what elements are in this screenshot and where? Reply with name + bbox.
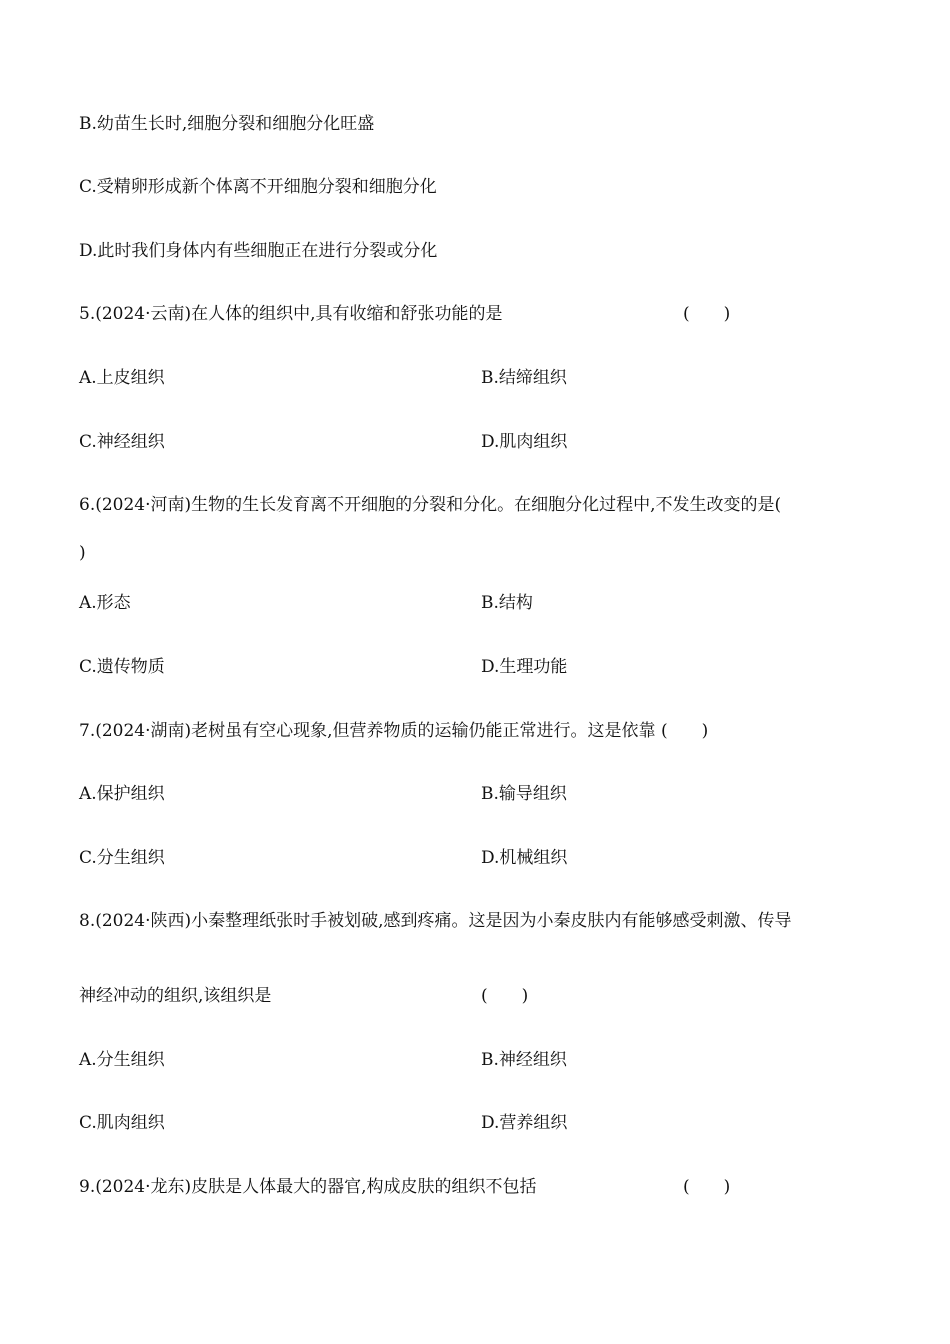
q6-option-c: C.遗传物质 xyxy=(79,657,165,677)
q4-option-c: C.受精卵形成新个体离不开细胞分裂和细胞分化 xyxy=(79,177,437,197)
q7-stem: 7.(2024·湖南)老树虽有空心现象,但营养物质的运输仍能正常进行。这是依靠 ( ) xyxy=(79,721,709,741)
q8-answer-blank: ( ) xyxy=(481,986,529,1006)
q5-option-c: C.神经组织 xyxy=(79,432,165,452)
q7-option-a: A.保护组织 xyxy=(79,784,165,804)
q4-option-b: B.幼苗生长时,细胞分裂和细胞分化旺盛 xyxy=(79,114,375,134)
q9-answer-blank: ( ) xyxy=(683,1177,731,1197)
q5-option-a: A.上皮组织 xyxy=(79,368,165,388)
q5-stem: 5.(2024·云南)在人体的组织中,具有收缩和舒张功能的是 xyxy=(79,304,503,324)
q8-option-b: B.神经组织 xyxy=(481,1050,567,1070)
q8-option-c: C.肌肉组织 xyxy=(79,1113,165,1133)
q6-option-a: A.形态 xyxy=(79,593,131,613)
q8-stem: 8.(2024·陕西)小秦整理纸张时手被划破,感到疼痛。这是因为小秦皮肤内有能够感受刺激、传导 xyxy=(79,911,792,931)
q5-answer-blank: ( ) xyxy=(683,304,731,324)
q6-option-b: B.结构 xyxy=(481,593,533,613)
q8-option-d: D.营养组织 xyxy=(481,1113,568,1133)
q4-option-d: D.此时我们身体内有些细胞正在进行分裂或分化 xyxy=(79,241,438,261)
q7-option-d: D.机械组织 xyxy=(481,848,568,868)
q7-option-c: C.分生组织 xyxy=(79,848,165,868)
q6-stem: 6.(2024·河南)生物的生长发育离不开细胞的分裂和分化。在细胞分化过程中,不发生改变的是( xyxy=(79,495,782,515)
q8-stem-continued: 神经冲动的组织,该组织是 xyxy=(79,986,272,1006)
q5-option-b: B.结缔组织 xyxy=(481,368,567,388)
q7-option-b: B.输导组织 xyxy=(481,784,567,804)
q5-option-d: D.肌肉组织 xyxy=(481,432,568,452)
q8-option-a: A.分生组织 xyxy=(79,1050,165,1070)
q6-stem-continued: ) xyxy=(79,543,86,563)
q6-option-d: D.生理功能 xyxy=(481,657,568,677)
q9-stem: 9.(2024·龙东)皮肤是人体最大的器官,构成皮肤的组织不包括 xyxy=(79,1177,537,1197)
